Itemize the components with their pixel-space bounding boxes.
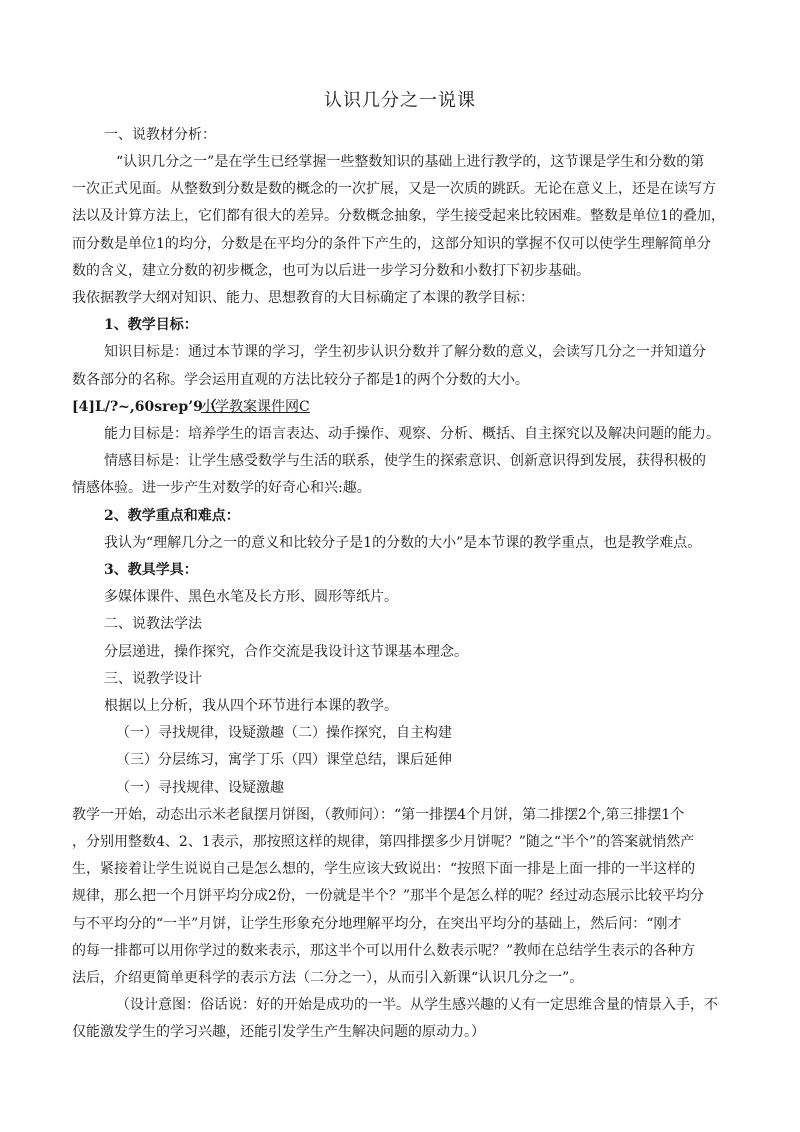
paragraph-line: 多媒体课件、黑色水笔及长方形、圆形等纸片。 [104,589,398,605]
paragraph-line: 情感体验。进一步产生对数学的好奇心和兴:趣。 [72,480,371,496]
paragraph-line: 一次正式见面。从整数到分数是数的概念的一次扩展，又是一次质的跳跃。无论在意义上，还是在读写方 [72,181,716,197]
paragraph-line: 教学一开始，动态出示米老鼠摆月饼图，（教师问）：“第一排摆4个月饼，第二排摆2个,第三排摆1个 [72,807,685,823]
paragraph-line: 与不平均分的“一半”月饼，让学生形象充分地理解平均分，在突出平均分的基础上，然后问：“刚才 [72,916,682,932]
paragraph-line: “认识几分之一”是在学生已经掌握一些整数知识的基础上进行教学的，这节课是学生和分数的第 [116,154,705,170]
section-heading-textbook-analysis: 一、说教材分析： [104,127,216,143]
document-title: 认识几分之一说课 [324,90,476,111]
paragraph-line: 能力目标是：培养学生的语言表达、动手操作、观察、分析、概括、自主探究以及解决问题的能力。 [104,426,720,442]
paragraph-line: 而分数是单位1的均分，分数是在平均分的条件下产生的，这部分知识的掌握不仅可以使学生理解简单分 [72,236,711,252]
section-heading-design: 三、说教学设计 [104,671,202,687]
paragraph-line: 分层递进，操作探究，合作交流是我设计这节课基本理念。 [104,644,468,660]
paragraph-line: 规律，那么把一个月饼平均分成2份，一份就是半个？”那半个是怎么样的呢？经过动态展示比较平均分 [72,888,705,904]
paragraph-line: 法以及计算方法上，它们都有很大的差异。分数概念抽象，学生接受起来比较困难。整数是单位1的叠加， [72,208,725,224]
paragraph-line: 我认为“理解几分之一的意义和比较分子是1的分数的大小”是本节课的教学重点，也是教学难点。 [104,535,702,551]
section-heading-methods: 二、说教法学法 [104,616,202,632]
paragraph-line: 的每一排都可以用你学过的数来表示，那这半个可以用什么数表示呢？”教师在总结学生表示的各种方 [72,943,696,959]
paragraph-line: 数的含义，建立分数的初步概念，也可为以后进一步学习分数和小数打下初步基础。 [72,263,590,279]
paragraph-line: 仅能激发学生的学习兴趣，还能引发学生产生解决问题的原动力。） [72,1024,485,1040]
paragraph-line: 数各部分的名称。学会运用直观的方法比较分子都是1的两个分数的大小。 [72,372,529,388]
paragraph-line: 情感目标是：让学生感受数学与生活的联系，使学生的探索意识、创新意识得到发展，获得积极的 [104,453,706,469]
subheading-teaching-goals: 1、教学目标： [104,317,198,333]
paragraph-line: ，分别用整数4、2、1表示，那按照这样的规律，第四排摆多少月饼呢？”随之“半个”的答案就悄然产 [72,834,695,850]
paragraph-line: （一）寻找规律，设疑激趣（二）操作探究，自主构建 [116,725,452,741]
subheading-key-points: 2、教学重点和难点： [104,508,240,524]
source-link[interactable]: 小学教案课件网C [201,399,310,415]
paragraph-line: （设计意图：俗话说：好的开始是成功的一半。从学生感兴趣的乂有一定思维含量的情景入手，不 [116,997,718,1013]
paragraph-line: 我依据教学大纲对知识、能力、思想教育的大目标确定了本课的教学目标： [72,290,534,306]
paragraph-line: 知识目标是：通过本节课的学习，学生初步认识分数并了解分数的意义，会读写几分之一并知道分 [104,344,706,360]
paragraph-line: 根据以上分析，我从四个环节进行本课的教学。 [104,698,398,714]
paragraph-line: （一）寻找规律、设疑激趣 [116,780,284,796]
subheading-teaching-aids: 3、教具学具： [104,562,198,578]
paragraph-line: （三）分层练习，寓学丁乐（四）课堂总结，课后延伸 [116,752,452,768]
paragraph-line: 法后，介绍更简单更科学的表示方法（二分之一），从而引入新课“认识几分之一”。 [72,970,584,986]
paragraph-line: 生，紧接着让学生说说自己是怎么想的，学生应该大致说出：“按照下面一排是上面一排的一半这样的 [72,861,696,877]
garbled-text: [4]L/?~,60srep’9（ [72,399,217,415]
